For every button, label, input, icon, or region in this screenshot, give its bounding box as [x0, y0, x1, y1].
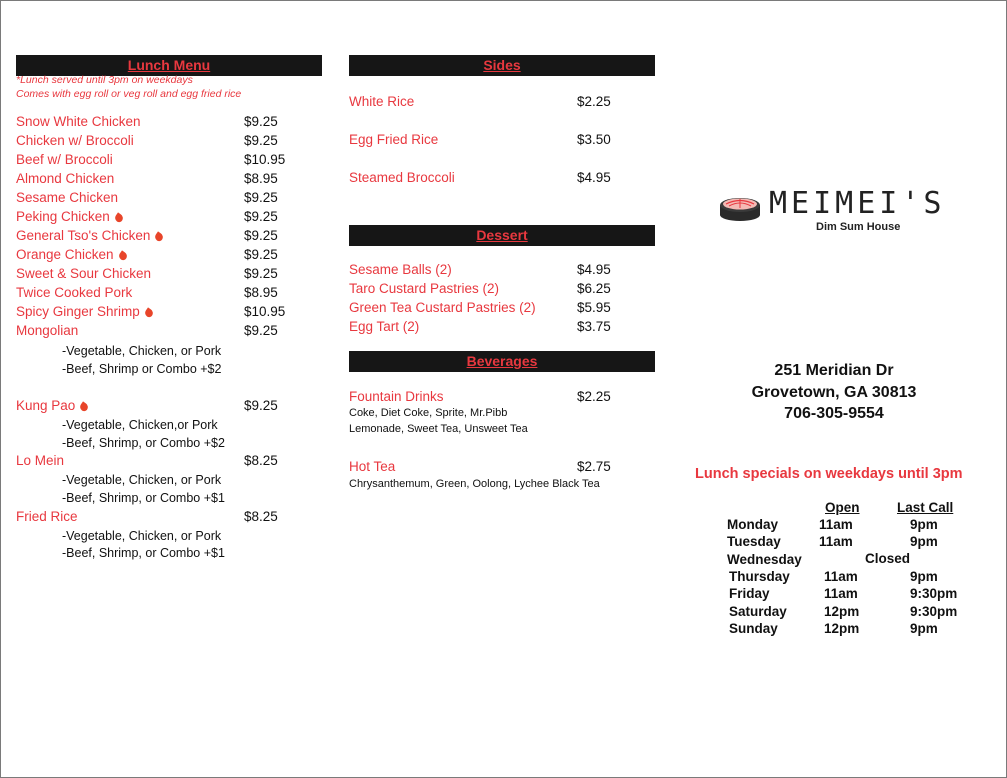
side-item-name: Egg Fried Rice [349, 132, 439, 147]
menu-item [16, 304, 153, 319]
fountain-drinks-list-1: Coke, Diet Coke, Sprite, Mr.Pibb [349, 407, 508, 419]
chili-pepper-icon [79, 401, 90, 412]
menu-item-price: $9.25 [244, 114, 278, 129]
menu-item-name: Sweet & Sour Chicken [16, 266, 152, 281]
mongolian-option-2: -Beef, Shrimp or Combo +$2 [62, 362, 222, 376]
hours-last-call-time: 9pm [910, 568, 938, 584]
dessert-item-name: Green Tea Custard Pastries (2) [349, 300, 536, 315]
menu-item-name: Spicy Ginger Shrimp [16, 304, 140, 319]
menu-item-fountain-drinks: Fountain Drinks [349, 389, 444, 404]
lo-mein-option-1: -Vegetable, Chicken, or Pork [62, 473, 222, 487]
lo-mein-option-2: -Beef, Shrimp, or Combo +$1 [62, 491, 225, 505]
hours-open-time: 11am [819, 534, 853, 550]
menu-item-price: $8.95 [244, 171, 278, 186]
menu-item-name: Mongolian [16, 323, 79, 338]
hours-closed-label: Closed [865, 551, 911, 566]
hours-last-call-time: 9pm [910, 517, 938, 532]
side-item-price: $2.25 [577, 94, 611, 109]
menu-item [16, 152, 113, 167]
fried-rice-option-2: -Beef, Shrimp, or Combo +$1 [62, 546, 225, 560]
menu-item-price: $10.95 [244, 152, 286, 167]
menu-item-price: $9.25 [244, 133, 278, 148]
dessert-item-price: $5.95 [577, 300, 611, 315]
hours-day: Thursday [729, 568, 790, 584]
chili-pepper-icon [117, 250, 128, 261]
hours-open-time: 11am [824, 586, 858, 602]
hot-tea-varieties: Chrysanthemum, Green, Oolong, Lychee Black Tea [349, 478, 600, 490]
menu-item-price: $8.25 [244, 453, 278, 468]
menu-item-name: Beef w/ Broccoli [16, 152, 113, 167]
brand-name: MEIMEI'S [769, 186, 946, 221]
menu-item-price: $8.25 [244, 509, 278, 524]
menu-item [16, 266, 151, 281]
hours-last-call-time: 9pm [910, 620, 938, 636]
hours-day: Wednesday [727, 551, 802, 567]
menu-item-price: $9.25 [244, 190, 278, 205]
address-city: Grovetown, GA 30813 [751, 384, 917, 401]
beverages-header [349, 351, 655, 372]
menu-item-price: $9.25 [244, 247, 278, 262]
lunch-special-note: Lunch specials on weekdays until 3pm [695, 466, 963, 482]
menu-item [16, 323, 78, 338]
menu-item-price: $2.75 [577, 459, 611, 474]
hours-last-call-time: 9pm [910, 534, 938, 550]
address-street: 251 Meridian Dr [774, 362, 894, 379]
mongolian-option-1: -Vegetable, Chicken, or Pork [62, 344, 222, 358]
menu-item-price: $9.25 [244, 228, 278, 243]
hours-day: Tuesday [727, 534, 781, 550]
menu-item-lo-mein: Lo Mein [16, 453, 65, 468]
hours-open-time: 11am [824, 568, 858, 584]
menu-item-name: Peking Chicken [16, 209, 110, 224]
menu-item-name: Kung Pao [16, 398, 76, 413]
lunch-menu-title: Lunch Menu [127, 57, 211, 73]
dessert-item-name: Sesame Balls (2) [349, 262, 452, 277]
menu-item [16, 285, 132, 300]
menu-item-hot-tea: Hot Tea [349, 459, 396, 474]
menu-item-name: Chicken w/ Broccoli [16, 133, 134, 148]
chili-pepper-icon [154, 231, 165, 242]
hours-day: Saturday [729, 603, 787, 619]
dessert-item-price: $6.25 [577, 281, 611, 296]
menu-item [16, 114, 141, 129]
lunch-note-includes: Comes with egg roll or veg roll and egg fried rice [16, 88, 242, 100]
menu-item-price: $10.95 [244, 304, 286, 319]
hours-day: Sunday [729, 620, 778, 636]
chili-pepper-icon [143, 307, 154, 318]
lunch-menu-header [16, 55, 322, 76]
dessert-item-price: $3.75 [577, 319, 611, 334]
side-item-price: $4.95 [577, 170, 611, 185]
hours-open-time: 11am [819, 517, 853, 532]
menu-item-price: $9.25 [244, 266, 278, 281]
fountain-drinks-list-2: Lemonade, Sweet Tea, Unsweet Tea [349, 423, 528, 435]
side-item-price: $3.50 [577, 132, 611, 147]
menu-item-price: $8.95 [244, 285, 278, 300]
menu-item-name: Snow White Chicken [16, 114, 141, 129]
brand-tagline: Dim Sum House [816, 221, 901, 233]
dessert-item-name: Taro Custard Pastries (2) [349, 281, 500, 296]
kung-pao-option-2: -Beef, Shrimp, or Combo +$2 [62, 436, 225, 450]
fried-rice-option-1: -Vegetable, Chicken, or Pork [62, 529, 222, 543]
hours-last-call-time: 9:30pm [910, 586, 958, 602]
side-item-name: White Rice [349, 94, 415, 109]
sides-title: Sides [483, 57, 521, 73]
hours-day: Monday [727, 517, 779, 532]
menu-item [16, 190, 118, 205]
dessert-item-name: Egg Tart (2) [349, 319, 420, 334]
menu-item-price: $2.25 [577, 389, 611, 404]
hours-open-time: 12pm [824, 603, 860, 619]
menu-item [16, 228, 163, 243]
menu-item-fried-rice: Fried Rice [16, 509, 78, 524]
menu-item-kung-pao [16, 398, 88, 413]
menu-item-name: General Tso's Chicken [16, 228, 151, 243]
menu-item-price: $9.25 [244, 398, 278, 413]
hours-day: Friday [729, 586, 770, 602]
side-item-name: Steamed Broccoli [349, 170, 455, 185]
menu-item-price: $9.25 [244, 323, 278, 338]
menu-item [16, 133, 134, 148]
hours-last-call-header: Last Call [897, 500, 954, 515]
dumpling-icon [717, 193, 763, 223]
lunch-note-hours: *Lunch served until 3pm on weekdays [16, 74, 193, 86]
chili-pepper-icon [113, 212, 124, 223]
hours-open-time: 12pm [824, 620, 860, 636]
address-phone: 706-305-9554 [784, 405, 884, 422]
menu-item [16, 247, 127, 262]
menu-item-name: Almond Chicken [16, 171, 115, 186]
dessert-item-price: $4.95 [577, 262, 611, 277]
hours-last-call-time: 9:30pm [910, 603, 958, 619]
sides-header [349, 55, 655, 76]
dessert-header [349, 225, 655, 246]
hours-open-header: Open [825, 500, 860, 515]
dessert-title: Dessert [476, 227, 528, 243]
menu-item-name: Sesame Chicken [16, 190, 119, 205]
kung-pao-option-1: -Vegetable, Chicken,or Pork [62, 418, 218, 432]
beverages-title: Beverages [466, 353, 538, 369]
menu-item [16, 209, 123, 224]
menu-item [16, 171, 114, 186]
menu-item-name: Orange Chicken [16, 247, 114, 262]
menu-item-name: Twice Cooked Pork [16, 285, 133, 300]
menu-item-price: $9.25 [244, 209, 278, 224]
